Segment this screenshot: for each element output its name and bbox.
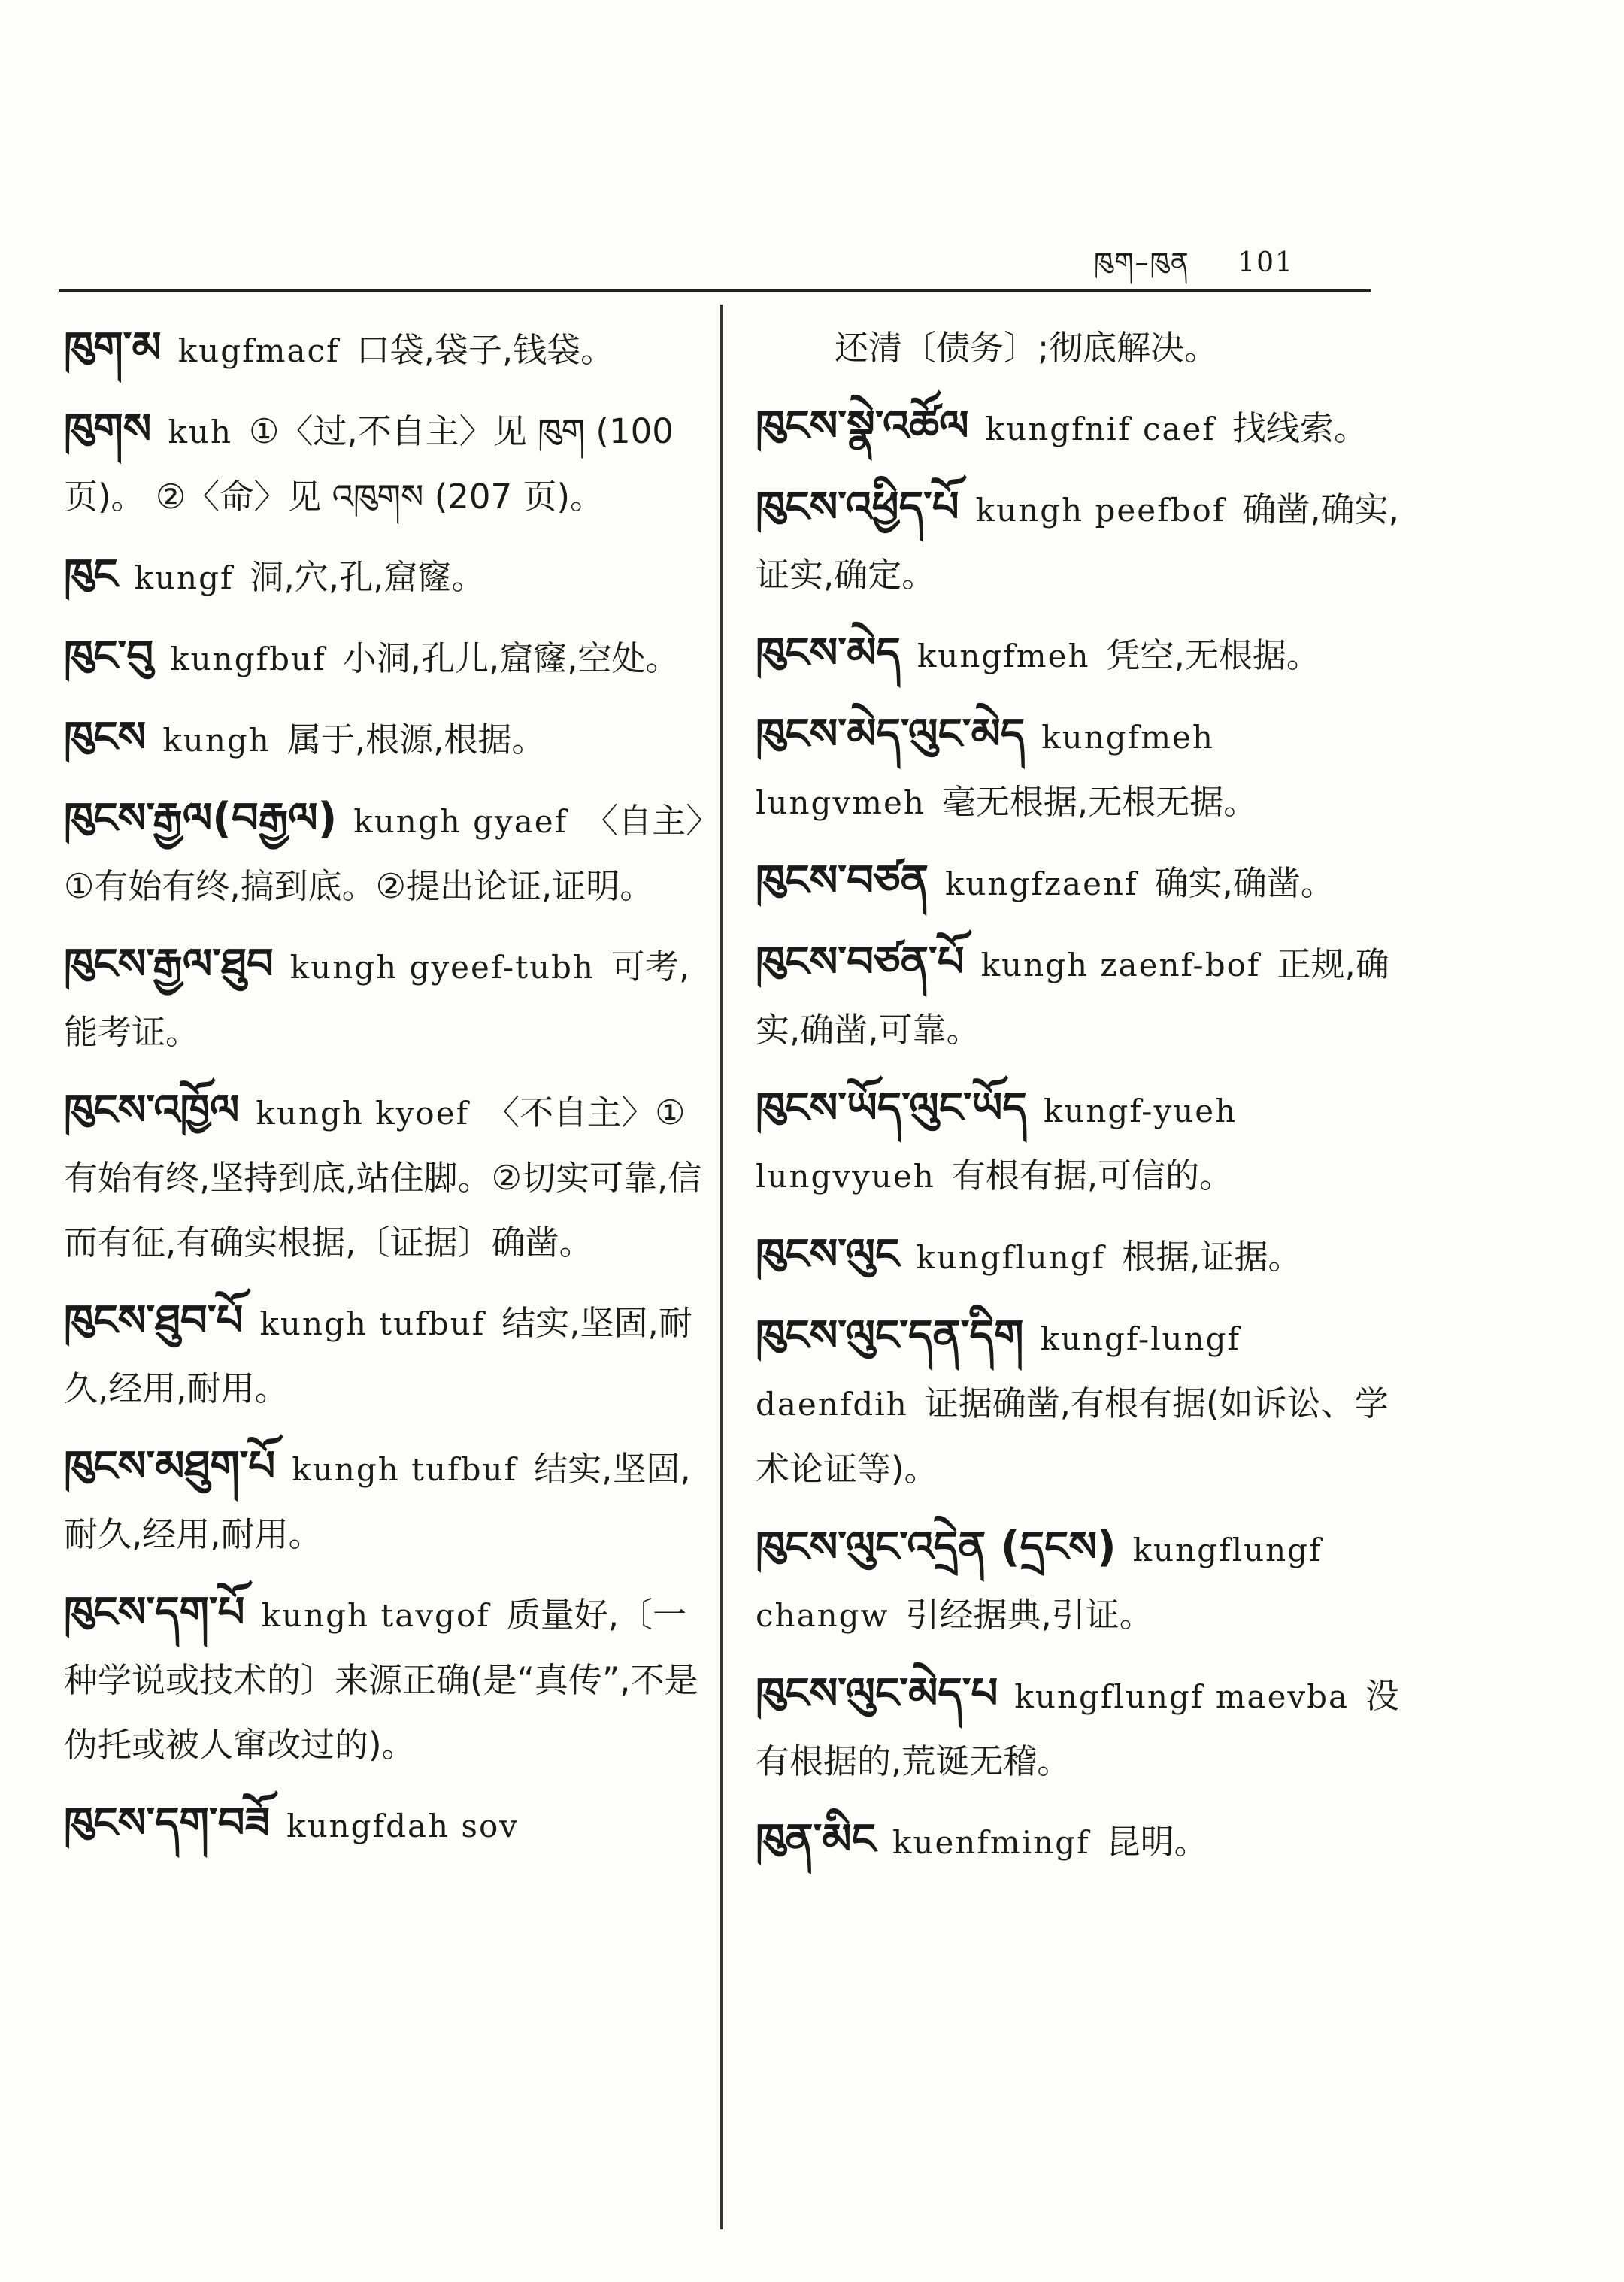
entry-definition: 证据确凿,有根有据(如诉讼、学术论证等)。 <box>756 1383 1389 1489</box>
entry-romanization: kungf-lungf daenfdih <box>756 1320 1241 1423</box>
entry-definition: 有根有据,可信的。 <box>951 1156 1234 1196</box>
entry-headword: ཁུངས་ལུང་འདྲེན (དྲངས) <box>756 1523 1116 1571</box>
column-rule <box>720 305 723 2229</box>
entry-romanization: kuh <box>168 414 232 450</box>
entry-romanization: kungfbuf <box>170 641 326 677</box>
dictionary-entry <box>756 849 1402 917</box>
entry-headword: ཁུངས་མེད་ལུང་མེད <box>756 710 1026 759</box>
entry-definition: 结实,坚固,耐久,经用,耐用。 <box>64 1449 691 1554</box>
dictionary-entry <box>756 1223 1402 1290</box>
entry-romanization: kungh kyoef <box>256 1095 470 1132</box>
entry-headword: ཁུངས་ལུང <box>756 1230 900 1279</box>
continued-definition <box>756 316 1402 380</box>
entry-headword: ཁུངས་བཙན <box>756 856 929 905</box>
entry-headword: ཁུངས་མཐུག་པོ <box>64 1442 276 1491</box>
entry-headword: ཁུངས <box>64 713 147 762</box>
dictionary-entry <box>756 702 1402 835</box>
entry-romanization: kungfmeh <box>917 638 1090 674</box>
entry-romanization: kungf-yueh lungvyueh <box>756 1093 1238 1195</box>
entry-definition: 昆明。 <box>1106 1822 1208 1862</box>
entry-definition: 没有根据的,荒诞无稽。 <box>756 1676 1400 1781</box>
entry-romanization: kungh tufbuf <box>259 1305 486 1342</box>
entry-romanization: kungflungf maevba <box>1014 1678 1350 1715</box>
entry-definition: 毫无根据,无根无据。 <box>941 782 1258 822</box>
entry-headword: ཁུངས་ལུང་དན་དིག <box>756 1311 1024 1360</box>
entry-headword: ཁུངས་རྒྱལ(བརྒྱལ) <box>64 794 338 843</box>
dictionary-entry <box>64 316 707 383</box>
entry-romanization: kugfmacf <box>177 332 340 369</box>
entry-definition: 引经据典,引证。 <box>905 1595 1153 1635</box>
entry-romanization: kungh peefbof <box>975 492 1226 529</box>
entry-definition: 还清〔债务〕;彻底解决。 <box>835 328 1219 368</box>
entry-definition: 正规,确实,确凿,可靠。 <box>756 944 1389 1050</box>
entry-definition: 凭空,无根据。 <box>1106 635 1320 675</box>
entry-definition: 属于,根源,根据。 <box>286 720 546 759</box>
dictionary-entry <box>756 930 1402 1062</box>
dictionary-entry <box>64 1078 707 1275</box>
entry-romanization: kungh gyaef <box>353 803 568 840</box>
entry-definition: 〈不自主〉①有始有终,坚持到底,站住脚。②切实可靠,信而有征,有确实根据,〔证据〕确凿。 <box>64 1093 702 1262</box>
entry-romanization: kungh gyeef-tubh <box>289 949 595 986</box>
dictionary-entry <box>756 1304 1402 1502</box>
dictionary-entry <box>756 394 1402 462</box>
entry-definition: 小洞,孔儿,窟窿,空处。 <box>342 638 680 678</box>
entry-romanization: kungflungf changw <box>756 1532 1323 1634</box>
entry-headword: ཁུངས་འཕྱིད་པོ <box>756 483 959 532</box>
dictionary-entry <box>64 786 707 919</box>
entry-definition: 确凿,确实,证实,确定。 <box>756 489 1399 595</box>
dictionary-entry <box>64 624 707 692</box>
entry-definition: 找线索。 <box>1232 408 1368 448</box>
entry-headword: ཁུངས་སྣེ་འཚོལ <box>756 402 969 450</box>
dictionary-entry <box>64 397 707 529</box>
entry-romanization: kungflungf <box>916 1239 1106 1276</box>
running-header <box>1094 232 1294 308</box>
entry-definition: 确实,确凿。 <box>1154 863 1335 903</box>
dictionary-entry <box>756 1076 1402 1209</box>
entry-romanization: kungfnif caef <box>985 411 1216 447</box>
dictionary-entry <box>64 1791 707 1859</box>
entry-headword: ཁུངས་ཡོད་ལུང་ཡོད <box>756 1083 1027 1132</box>
entry-romanization: kungf <box>134 559 234 596</box>
dictionary-entry <box>756 621 1402 689</box>
entry-definition: 质量好,〔一种学说或技术的〕来源正确(是“真传”,不是伪托或被人窜改过的)。 <box>64 1595 698 1765</box>
entry-headword: ཁུངས་རྒྱལ་ཐུབ <box>64 940 274 989</box>
entry-definition: 〈自主〉①有始有终,搞到底。②提出论证,证明。 <box>64 801 703 906</box>
entry-definition: 根据,证据。 <box>1122 1237 1302 1277</box>
entry-headword: ཁུངས་དག་བཟོ <box>64 1799 271 1847</box>
entry-romanization: kungfmeh lungvmeh <box>756 719 1214 821</box>
entry-definition: ①〈过,不自主〉见 ཁུག (100 页)。 ②〈命〉见 འཁུགས (207 页)。 <box>64 411 674 517</box>
dictionary-entry <box>756 1808 1402 1875</box>
header-rule <box>59 289 1371 292</box>
entry-definition: 结实,坚固,耐久,经用,耐用。 <box>64 1303 692 1408</box>
entry-romanization: kungfzaenf <box>944 865 1138 902</box>
entry-headword: ཁུངས་མེད <box>756 629 901 677</box>
dictionary-entry <box>756 1662 1402 1794</box>
dictionary-entry <box>64 543 707 611</box>
entry-headword: ཁུངས་འཁྱོལ <box>64 1086 240 1135</box>
entry-headword: ཁུགས <box>64 405 152 453</box>
entry-romanization: kungh tavgof <box>261 1597 490 1634</box>
entry-romanization: kuenfmingf <box>892 1824 1090 1861</box>
dictionary-entry <box>64 932 707 1065</box>
entry-headword: ཁུངས་བཙན་པོ <box>756 938 965 986</box>
dictionary-entry <box>756 1515 1402 1648</box>
entry-definition: 口袋,袋子,钱袋。 <box>356 330 615 370</box>
entry-headword: ཁུངས་ལུང་མེད་པ <box>756 1669 998 1718</box>
entry-romanization: kungh <box>162 722 271 759</box>
entry-headword: ཁུངས་དག་པོ <box>64 1588 245 1637</box>
entry-romanization: kungh tufbuf <box>292 1451 518 1488</box>
entry-definition: 可考,能考证。 <box>64 947 690 1052</box>
entry-headword: ཁུང་བུ <box>64 632 154 680</box>
right-column <box>756 316 1402 1889</box>
dictionary-entry <box>64 705 707 773</box>
entry-romanization: kungh zaenf-bof <box>980 947 1261 983</box>
entry-headword: ཁུངས་ཐུབ་པོ <box>64 1296 244 1345</box>
dictionary-entry <box>756 475 1402 608</box>
dictionary-entry <box>64 1435 707 1567</box>
dictionary-entry <box>64 1580 707 1777</box>
entry-headword: ཁུང <box>64 550 118 599</box>
entry-definition: 洞,穴,孔,窟窿。 <box>250 557 486 597</box>
left-column <box>64 316 707 1872</box>
entry-romanization: kungfdah sov <box>286 1808 519 1844</box>
dictionary-entry <box>64 1289 707 1421</box>
page-number: 101 <box>1238 247 1294 278</box>
entry-headword: ཁུན་མིང <box>756 1815 876 1864</box>
header-range: ཁུག–ཁུན <box>1094 247 1190 278</box>
entry-headword: ཁུག་མ <box>64 323 162 372</box>
